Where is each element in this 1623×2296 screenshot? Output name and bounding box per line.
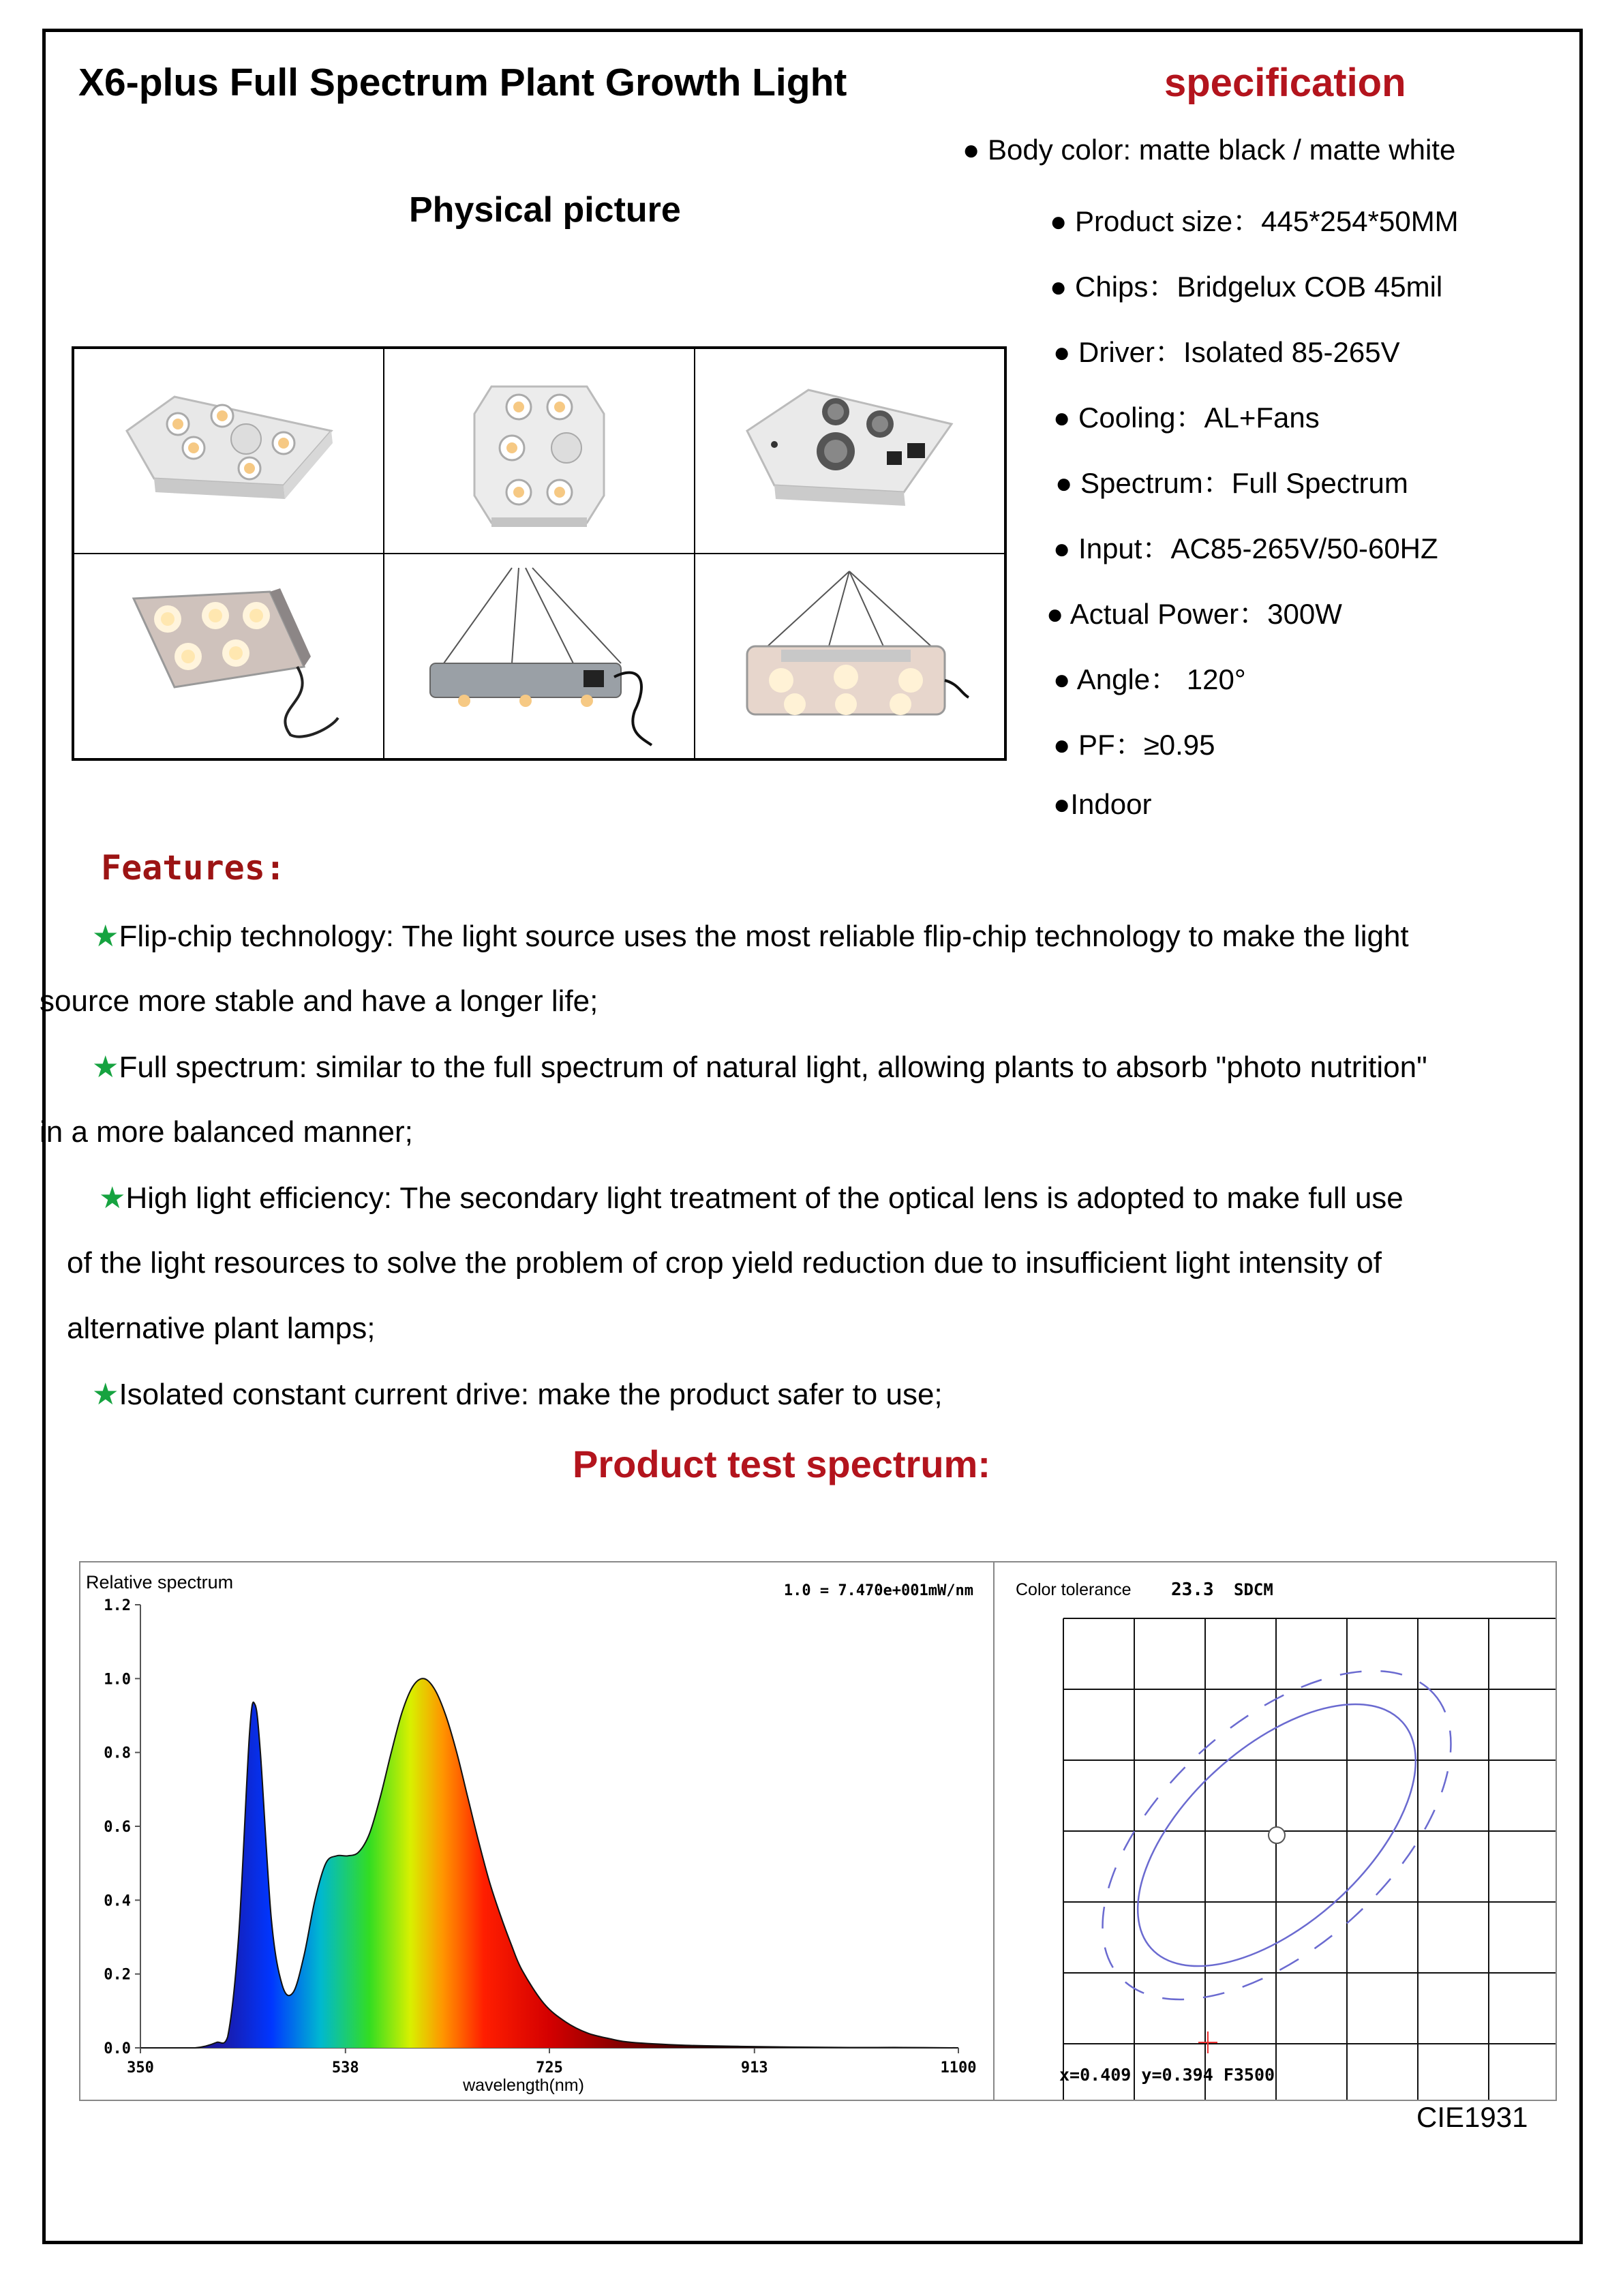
x-tick-label: 350 bbox=[127, 2059, 154, 2076]
lamp-top-front-icon bbox=[464, 366, 614, 537]
feature-flip-chip bbox=[92, 919, 1409, 954]
y-tick-label: 0.4 bbox=[104, 1892, 131, 1910]
y-tick-label: 0.6 bbox=[104, 1819, 131, 1836]
cie-grid bbox=[1063, 1618, 1556, 2100]
y-tick-label: 1.2 bbox=[104, 1597, 131, 1614]
features-heading: Features: bbox=[101, 848, 286, 888]
photo-cell bbox=[384, 554, 694, 759]
spec-chips: ● Chips：Bridgelux COB 45mil bbox=[1050, 271, 1443, 303]
feature-text: High light efficiency: The secondary light treatment of the optical lens is adopted to make full use bbox=[125, 1181, 1404, 1215]
photo-cell bbox=[74, 348, 384, 554]
spec-driver: ● Driver：Isolated 85-265V bbox=[1053, 336, 1400, 368]
feature-text: Flip-chip technology: The light source uses the most reliable flip-chip technology to make the light bbox=[119, 920, 1409, 953]
spec-input: ● Input：AC85-265V/50-60HZ bbox=[1053, 532, 1438, 564]
spec-actual-power: ● Actual Power：300W bbox=[1046, 598, 1342, 630]
feature-text-continued: source more stable and have a longer life; bbox=[40, 984, 598, 1018]
physical-picture-heading: Physical picture bbox=[409, 190, 681, 230]
feature-text: Full spectrum: similar to the full spectrum of natural light, allowing plants to absorb "photo nutrition" bbox=[119, 1051, 1427, 1084]
color-tolerance-unit: SDCM bbox=[1234, 1580, 1273, 1599]
photo-cell bbox=[384, 348, 694, 554]
photo-cell bbox=[695, 554, 1005, 759]
color-tolerance-label: Color tolerance bbox=[1016, 1580, 1132, 1599]
spectrum-chart bbox=[80, 1562, 1556, 2100]
target-point bbox=[1269, 1827, 1285, 1843]
star-icon: ★ bbox=[92, 1051, 119, 1084]
spectrum-chart-panel bbox=[79, 1561, 1557, 2101]
feature-text-continued: in a more balanced manner; bbox=[40, 1115, 413, 1149]
feature-high-efficiency bbox=[99, 1181, 1404, 1215]
test-spectrum-heading: Product test spectrum: bbox=[573, 1442, 990, 1485]
spec-spectrum: ● Spectrum：Full Spectrum bbox=[1055, 467, 1408, 499]
spectrum-area bbox=[140, 1678, 958, 2048]
page-title: X6-plus Full Spectrum Plant Growth Light bbox=[78, 61, 847, 104]
star-icon: ★ bbox=[99, 1181, 126, 1215]
spectrum-chart-title: Relative spectrum bbox=[86, 1572, 234, 1592]
lamp-hanging-lit-icon bbox=[727, 564, 972, 749]
photo-cell bbox=[74, 554, 384, 759]
x-tick-label: 725 bbox=[536, 2059, 563, 2076]
x-tick-label: 538 bbox=[331, 2059, 359, 2076]
spectrum-x-axis-label: wavelength(nm) bbox=[463, 2076, 584, 2095]
star-icon: ★ bbox=[92, 920, 119, 953]
spec-body-color: ● Body color: matte black / matte white bbox=[962, 134, 1456, 166]
lamp-back-fans-icon bbox=[733, 376, 965, 526]
y-tick-label: 0.8 bbox=[104, 1744, 131, 1762]
photo-grid bbox=[72, 346, 1007, 761]
specification-heading: specification bbox=[1164, 61, 1406, 105]
y-tick-label: 1.0 bbox=[104, 1671, 131, 1689]
lamp-angled-front-icon bbox=[113, 383, 345, 519]
spec-angle: ● Angle： 120° bbox=[1053, 663, 1246, 695]
feature-text-continued: alternative plant lamps; bbox=[67, 1312, 376, 1345]
feature-full-spectrum bbox=[92, 1050, 1427, 1085]
y-tick-label: 0.0 bbox=[104, 2040, 131, 2057]
photo-cell bbox=[695, 348, 1005, 554]
feature-isolated-drive bbox=[92, 1377, 943, 1412]
spectrum-scale-note: 1.0 = 7.470e+001mW/nm bbox=[783, 1582, 973, 1599]
spec-cooling: ● Cooling：AL+Fans bbox=[1053, 402, 1320, 434]
measured-coordinates: x=0.409 y=0.394 F3500 bbox=[1059, 2065, 1275, 2085]
spec-indoor: ●Indoor bbox=[1053, 788, 1152, 820]
star-icon: ★ bbox=[92, 1378, 119, 1411]
spec-pf: ● PF：≥0.95 bbox=[1053, 729, 1215, 761]
feature-text-continued: of the light resources to solve the problem of crop yield reduction due to insufficient light intensity of bbox=[67, 1246, 1382, 1280]
feature-text: Isolated constant current drive: make the product safer to use; bbox=[119, 1378, 943, 1411]
lamp-lit-side-icon bbox=[113, 571, 345, 742]
lamp-hanging-icon bbox=[416, 561, 662, 752]
spec-product-size: ● Product size：445*254*50MM bbox=[1050, 205, 1459, 237]
x-tick-label: 1100 bbox=[940, 2059, 977, 2076]
y-tick-label: 0.2 bbox=[104, 1966, 131, 1984]
x-tick-label: 913 bbox=[740, 2059, 768, 2076]
cie-standard-label: CIE1931 bbox=[1416, 2101, 1528, 2133]
color-tolerance-value: 23.3 bbox=[1171, 1580, 1214, 1600]
